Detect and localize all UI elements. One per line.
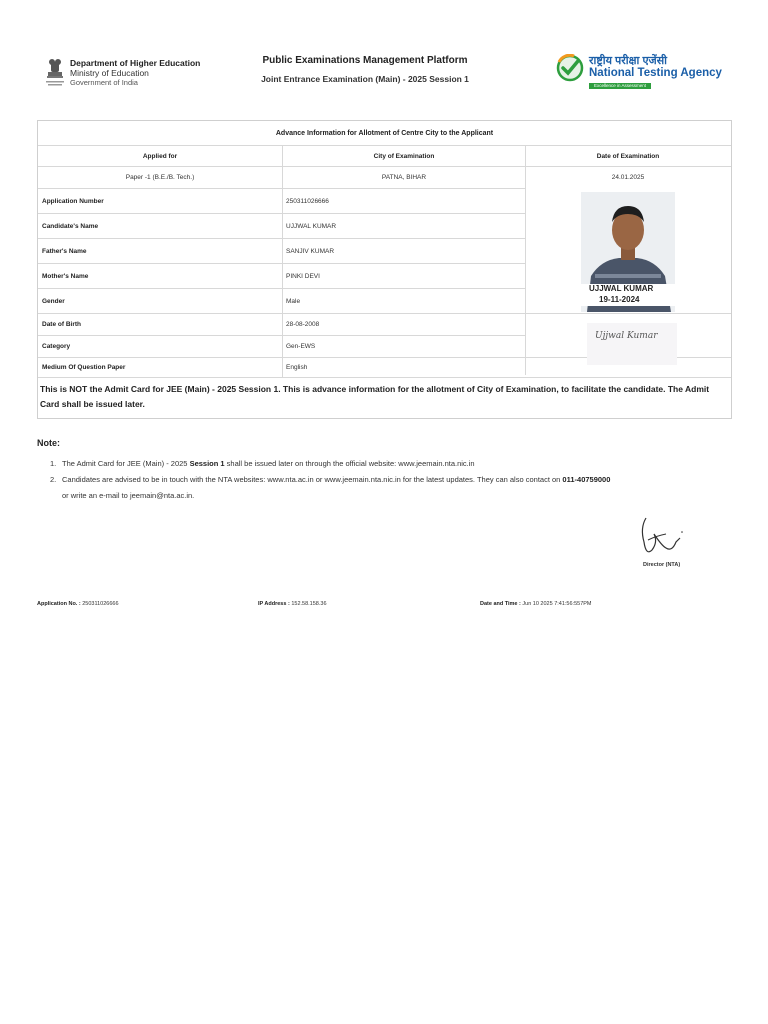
field-label: Gender [42,297,65,305]
field-label: Father's Name [42,247,87,255]
footer-value: 152.58.158.36 [291,601,327,607]
field-label: Candidate's Name [42,222,99,230]
field-value: 250311026666 [286,197,329,205]
column-header-applied-for: Applied for [142,152,178,160]
footer-label: IP Address : [258,601,290,607]
table-row [38,263,525,288]
list-item-text: or write an e-mail to jeemain@nta.ac.in. [62,491,195,500]
photo-caption-date: 19-11-2024 [599,295,640,304]
table-row [38,288,525,313]
field-label: Mother's Name [42,272,89,280]
field-value: UJJWAL KUMAR [286,222,337,230]
list-item [50,456,750,472]
field-value: 28-08-2008 [286,321,320,328]
applied-for-value: Paper -1 (B.E./B. Tech.) [125,174,195,181]
moe-text [70,58,200,88]
nta-logo [556,54,736,92]
field-value: English [286,364,308,371]
footer-application-no [37,601,119,607]
field-value: PINKI DEVI [286,272,320,280]
photo-caption-name: UJJWAL KUMAR [589,284,654,293]
city-value: PATNA, BIHAR [381,174,427,181]
nta-check-icon [556,54,584,82]
photo-caption [581,284,675,306]
moe-logo [44,58,214,90]
field-value: Male [286,297,301,305]
director-signature [636,512,686,562]
footer-value: 250311026666 [82,601,119,607]
field-value: Gen-EWS [286,343,316,350]
moe-line2: Ministry of Education [70,68,149,78]
candidate-signature [587,323,677,365]
nta-tagline: Excellence in Assessment [589,83,651,89]
table-heading-row [38,121,731,145]
title-block [230,55,500,84]
page-title: Public Examinations Management Platform [262,55,468,66]
footer-label: Date and Time : [480,601,521,607]
list-item-emphasis: Session 1 [189,459,225,468]
footer-date-time [480,601,592,607]
director-label: Director (NTA) [643,562,681,568]
field-value: SANJIV KUMAR [286,247,335,255]
table-row [38,335,525,357]
list-item-number: 2. [50,475,57,484]
nta-english-name: National Testing Agency [589,67,722,79]
table-row [38,213,525,238]
list-item-text: shall be issued later on through the official website: www.jeemain.nta.nic.in [224,459,475,468]
footer-ip-address [258,601,327,607]
field-label: Medium Of Question Paper [42,364,126,371]
candidate-photo [581,192,675,312]
footer-value: Jun 10 2025 7:41:56:557PM [522,601,592,607]
table-row-exam [38,166,731,188]
candidate-signature-text: Ujjwal Kumar [595,331,658,341]
list-item-text: Candidates are advised to be in touch with the NTA websites: www.nta.ac.in or www.jeemain.nta.nic.in for the latest updates. They can also contact on [62,475,563,484]
table-row [38,188,525,213]
table-column-header-row [38,145,731,166]
field-label: Application Number [42,197,104,205]
list-item [50,472,750,504]
column-header-exam-date: Date of Examination [596,152,660,160]
moe-line3: Government of India [70,78,138,87]
footer-label: Application No. : [37,601,81,607]
field-label: Category [42,343,71,350]
table-row [38,238,525,263]
field-label: Date of Birth [42,321,81,328]
notice-text: This is NOT the Admit Card for JEE (Main) - 2025 Session 1. This is advance information for the allotment of City of Examination, to facilitate the candidate. The Admit Card shall be issued later. [40,384,710,409]
column-header-city: City of Examination [373,152,435,160]
document-header [0,0,768,110]
list-item-number: 1. [50,459,57,468]
moe-line1: Department of Higher Education [70,58,201,68]
page-subtitle: Joint Entrance Examination (Main) - 2025 Session 1 [261,74,469,84]
notes-title: Note: [37,438,60,448]
list-item-emphasis: 011-40759000 [562,475,611,484]
notes-list [50,456,750,504]
nta-hindi-name: राष्ट्रीय परीक्षा एजेंसी [589,55,667,67]
list-item-text: The Admit Card for JEE (Main) - 2025 [62,459,190,468]
exam-date-value: 24.01.2025 [611,174,645,181]
table-heading: Advance Information for Allotment of Centre City to the Applicant [275,129,494,137]
national-emblem-icon [44,58,66,90]
